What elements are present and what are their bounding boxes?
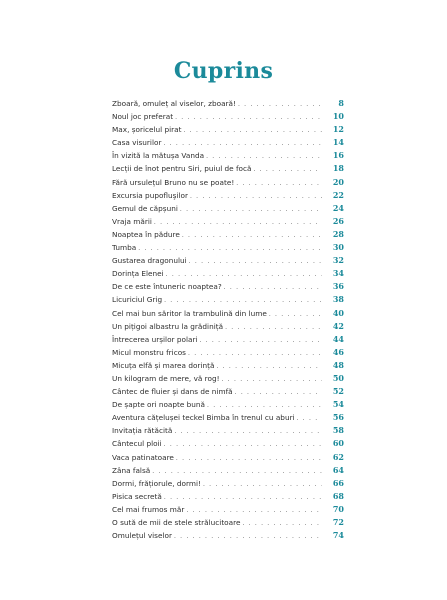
toc-entry bbox=[112, 149, 344, 162]
toc-entry-page: 34 bbox=[332, 268, 344, 279]
toc-entry-title: Vaca patinatoare bbox=[112, 452, 174, 462]
toc-entry-title: Gustarea dragonului bbox=[112, 256, 187, 266]
toc-leader-dots bbox=[189, 255, 322, 267]
toc-entry-page: 20 bbox=[332, 176, 344, 187]
toc-leader-dots bbox=[297, 412, 322, 424]
toc-entry-title: Dorința Elenei bbox=[112, 269, 164, 279]
page-title: Cuprins bbox=[173, 58, 274, 84]
toc-leader-dots bbox=[235, 386, 322, 398]
toc-leader-dots bbox=[174, 425, 322, 437]
toc-entry bbox=[112, 372, 344, 385]
toc-entry-page: 56 bbox=[332, 412, 344, 423]
toc-leader-dots bbox=[188, 347, 322, 359]
toc-entry bbox=[112, 320, 344, 333]
toc-entry-page: 68 bbox=[332, 490, 344, 501]
toc-entry-title: Invitația rătăcită bbox=[112, 426, 173, 436]
toc-leader-dots bbox=[225, 321, 322, 333]
toc-leader-dots bbox=[174, 530, 322, 542]
toc-entry-page: 14 bbox=[332, 137, 344, 148]
toc-leader-dots bbox=[154, 216, 322, 228]
toc-entry bbox=[112, 411, 344, 424]
toc-entry-page: 38 bbox=[332, 294, 344, 305]
toc-entry bbox=[112, 228, 344, 241]
toc-entry bbox=[112, 241, 344, 254]
toc-entry-page: 18 bbox=[332, 163, 344, 174]
toc-entry bbox=[112, 490, 344, 503]
toc-entry-page: 32 bbox=[332, 255, 344, 266]
toc-entry-page: 40 bbox=[332, 307, 344, 318]
toc-leader-dots bbox=[207, 399, 322, 411]
toc-leader-dots bbox=[242, 517, 322, 529]
toc-entry-title: O sută de mii de stele strălucitoare bbox=[112, 518, 241, 527]
toc-entry-title: Licuriciul Grig bbox=[112, 295, 163, 305]
toc-entry bbox=[112, 202, 344, 215]
toc-entry bbox=[112, 398, 344, 411]
toc-entry bbox=[112, 529, 344, 542]
toc-leader-dots bbox=[254, 163, 323, 175]
toc-entry-page: 62 bbox=[332, 451, 344, 462]
toc-leader-dots bbox=[238, 98, 322, 110]
toc-leader-dots bbox=[176, 452, 322, 464]
toc-entry-page: 50 bbox=[332, 372, 344, 383]
toc-entry-title: Gemul de căpșuni bbox=[112, 203, 178, 213]
toc-entry-title: Omulețul viselor bbox=[112, 531, 172, 541]
table-of-contents bbox=[112, 97, 344, 542]
toc-entry-title: Noaptea în pădure bbox=[112, 229, 180, 239]
toc-leader-dots bbox=[224, 281, 322, 293]
toc-entry-page: 66 bbox=[332, 477, 344, 488]
toc-entry-page: 42 bbox=[332, 320, 344, 331]
toc-leader-dots bbox=[166, 268, 322, 280]
toc-entry-page: 52 bbox=[332, 386, 344, 397]
toc-entry-title: Cântec de fluier și dans de nimfă bbox=[112, 387, 233, 397]
toc-leader-dots bbox=[186, 504, 322, 516]
toc-entry bbox=[112, 385, 344, 398]
toc-entry bbox=[112, 516, 344, 529]
toc-entry-title: Pisica secretă bbox=[112, 491, 162, 501]
toc-entry-title: De ce este întuneric noaptea? bbox=[112, 282, 222, 292]
toc-entry bbox=[112, 437, 344, 450]
toc-entry-page: 26 bbox=[332, 215, 344, 226]
toc-entry bbox=[112, 123, 344, 136]
toc-leader-dots bbox=[203, 478, 322, 490]
toc-entry-page: 24 bbox=[332, 202, 344, 213]
toc-entry-title: De șapte ori noapte bună bbox=[112, 400, 206, 410]
toc-entry-title: Lecții de înot pentru Siri, puiul de focă bbox=[112, 164, 252, 174]
toc-entry-title: Noul joc preferat bbox=[112, 112, 174, 122]
toc-entry bbox=[112, 346, 344, 359]
toc-entry-title: Casa visurilor bbox=[112, 138, 162, 148]
toc-entry bbox=[112, 503, 344, 516]
toc-entry bbox=[112, 176, 344, 189]
toc-entry-page: 54 bbox=[332, 399, 344, 410]
toc-entry-page: 12 bbox=[332, 124, 344, 135]
toc-entry-page: 22 bbox=[332, 189, 344, 200]
toc-entry-title: În vizită la mătușa Vanda bbox=[112, 151, 205, 161]
toc-entry-title: Aventura cățelușei teckel Bimba în trenul cu aburi bbox=[112, 413, 295, 423]
toc-leader-dots bbox=[222, 373, 322, 385]
toc-leader-dots bbox=[236, 177, 322, 189]
toc-entry bbox=[112, 267, 344, 280]
toc-entry-page: 70 bbox=[332, 503, 344, 514]
toc-entry bbox=[112, 464, 344, 477]
toc-entry-title: Cântecul ploii bbox=[112, 439, 162, 449]
toc-entry-page: 28 bbox=[332, 228, 344, 239]
toc-entry-page: 44 bbox=[332, 333, 344, 344]
toc-entry-page: 8 bbox=[338, 98, 344, 108]
toc-entry-title: Excursia pupofluşilor bbox=[112, 190, 188, 200]
toc-entry bbox=[112, 136, 344, 149]
toc-entry-title: Zâna falsă bbox=[112, 465, 151, 475]
toc-entry bbox=[112, 280, 344, 293]
toc-entry-title: Întrecerea urșilor polari bbox=[112, 334, 198, 344]
toc-leader-dots bbox=[163, 137, 322, 149]
toc-entry-page: 36 bbox=[332, 281, 344, 292]
toc-entry-page: 46 bbox=[332, 346, 344, 357]
toc-entry bbox=[112, 451, 344, 464]
toc-entry-page: 60 bbox=[332, 438, 344, 449]
toc-entry bbox=[112, 215, 344, 228]
toc-entry bbox=[112, 477, 344, 490]
toc-entry-page: 10 bbox=[332, 111, 344, 122]
toc-leader-dots bbox=[182, 229, 322, 241]
toc-entry-title: Max, șoricelul pirat bbox=[112, 125, 182, 135]
toc-leader-dots bbox=[152, 465, 322, 477]
toc-entry-page: 72 bbox=[332, 517, 344, 527]
toc-leader-dots bbox=[206, 150, 322, 162]
toc-entry-title: Zboară, omuleț al viselor, zboară! bbox=[112, 99, 236, 108]
toc-entry bbox=[112, 359, 344, 372]
toc-leader-dots bbox=[175, 111, 322, 123]
toc-entry-page: 74 bbox=[332, 530, 344, 541]
toc-leader-dots bbox=[138, 242, 322, 254]
toc-entry bbox=[112, 189, 344, 202]
toc-entry bbox=[112, 254, 344, 267]
toc-leader-dots bbox=[190, 190, 322, 202]
toc-leader-dots bbox=[164, 438, 322, 450]
toc-entry-title: Micul monstru fricos bbox=[112, 347, 186, 357]
toc-entry-page: 30 bbox=[332, 242, 344, 253]
toc-leader-dots bbox=[216, 360, 322, 372]
toc-entry-page: 64 bbox=[332, 464, 344, 475]
toc-entry-title: Fără ursulețul Bruno nu se poate! bbox=[112, 177, 235, 187]
toc-entry bbox=[112, 307, 344, 320]
toc-entry-title: Tumba bbox=[112, 243, 137, 253]
toc-entry-page: 58 bbox=[332, 425, 344, 436]
toc-entry-title: Vraja mării bbox=[112, 216, 152, 226]
toc-leader-dots bbox=[180, 203, 322, 215]
toc-leader-dots bbox=[199, 334, 322, 346]
toc-leader-dots bbox=[269, 308, 322, 320]
toc-entry-title: Cel mai bun săritor la trambulină din lume bbox=[112, 308, 267, 318]
toc-entry-page: 16 bbox=[332, 150, 344, 161]
toc-leader-dots bbox=[164, 294, 322, 306]
toc-entry-title: Cel mai frumos măr bbox=[112, 504, 185, 514]
toc-entry bbox=[112, 97, 344, 110]
toc-entry bbox=[112, 333, 344, 346]
toc-entry bbox=[112, 424, 344, 437]
toc-entry bbox=[112, 162, 344, 175]
toc-entry bbox=[112, 293, 344, 306]
toc-leader-dots bbox=[184, 124, 322, 136]
toc-entry-title: Micuța elfă și marea dorință bbox=[112, 360, 215, 370]
toc-entry bbox=[112, 110, 344, 123]
toc-leader-dots bbox=[164, 491, 322, 503]
toc-entry-title: Dormi, frățiorule, dormi! bbox=[112, 478, 201, 488]
toc-entry-page: 48 bbox=[332, 359, 344, 370]
toc-entry-title: Un kilogram de mere, vă rog! bbox=[112, 373, 220, 383]
toc-entry-title: Un pițigoi albastru la grădiniță bbox=[112, 321, 224, 331]
